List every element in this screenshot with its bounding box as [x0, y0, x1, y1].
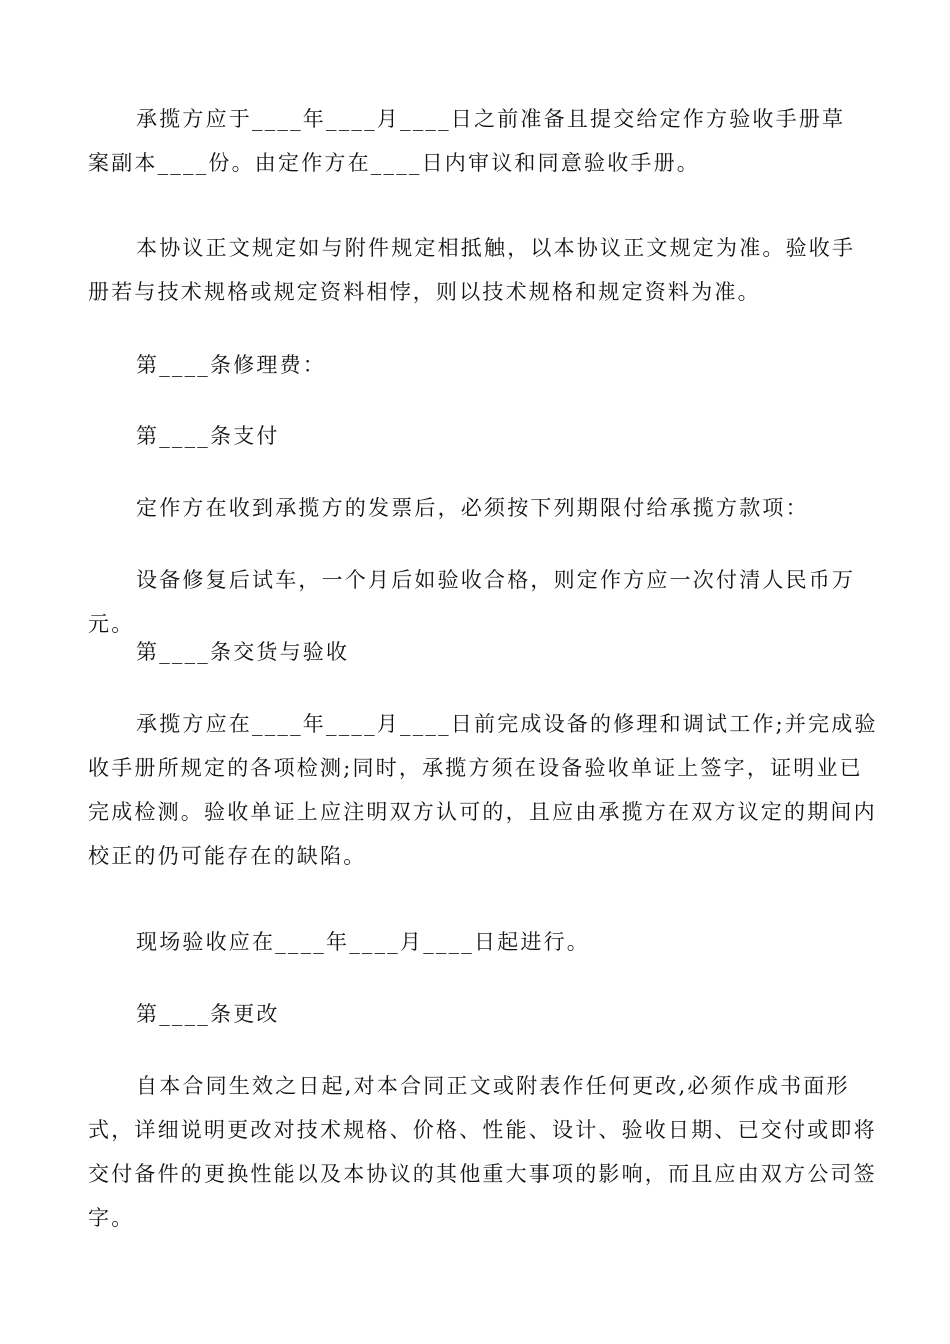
paragraph-precedence: 本协议正文规定如与附件规定相抵触，以本协议正文规定为准。验收手册若与技术规格或规定资料相悖，则以技术规格和规定资料为准。	[88, 236, 856, 304]
heading-changes: 第____条更改	[136, 1002, 280, 1026]
paragraph-acceptance-manual-draft: 承揽方应于____年____月____日之前准备且提交给定作方验收手册草案副本____份。由定作方在____日内审议和同意验收手册。	[88, 107, 846, 175]
paragraph-site-acceptance: 现场验收应在____年____月____日起进行。	[136, 930, 590, 954]
heading-repair-fee: 第____条修理费：	[136, 353, 326, 377]
paragraph-repair-completion: 承揽方应在____年____月____日前完成设备的修理和调试工作;并完成验收手册所规定的各项检测;同时，承揽方须在设备验收单证上签字，证明业已完成检测。验收单证上应注明双方认可的，且应由承揽方在双方议定的期间内校正的仍可能存在的缺陷。	[88, 712, 878, 868]
paragraph-changes-detail: 自本合同生效之日起,对本合同正文或附表作任何更改,必须作成书面形式，详细说明更改对技术规格、价格、性能、设计、验收日期、已交付或即将交付备件的更换性能以及本协议的其他重大事项的影响，而且应由双方公司签字。	[88, 1074, 877, 1230]
heading-delivery-acceptance: 第____条交货与验收	[136, 640, 350, 664]
paragraph-payment-terms: 定作方在收到承揽方的发票后，必须按下列期限付给承揽方款项：	[136, 496, 809, 520]
paragraph-trial-run: 设备修复后试车，一个月后如验收合格，则定作方应一次付清人民币万元。	[88, 568, 856, 636]
heading-payment: 第____条支付	[136, 424, 280, 448]
